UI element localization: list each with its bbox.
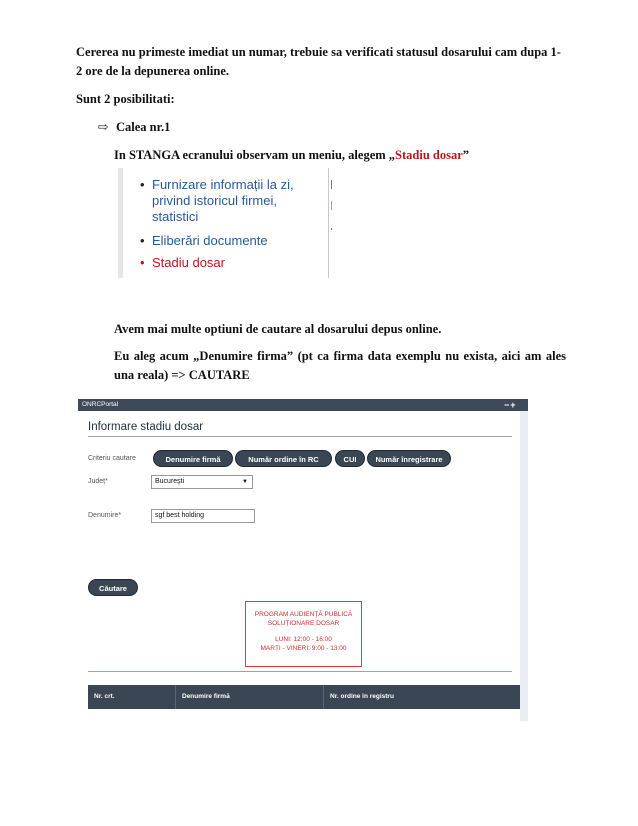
menu-item-eliberari[interactable] [140,233,268,249]
county-label: Județ* [88,478,108,485]
bullet-icon: • [140,233,145,248]
column-header[interactable]: Nr. ordine în registru [330,693,394,700]
criteria-cui-button[interactable]: CUI [335,450,365,467]
public-hours-notice [245,601,362,667]
notice-line: SOLUȚIONARE DOSAR [267,620,340,627]
column-header[interactable]: Denumire firmă [176,685,324,709]
criteria-nr-ordine-button[interactable]: Număr ordine în RC [235,450,332,467]
menu-item-line: Stadiu dosar [152,255,225,270]
path-item [98,117,170,137]
county-select[interactable] [151,475,253,489]
name-input[interactable]: sgf best holding [151,509,255,523]
intro-paragraph: Cererea nu primeste imediat un numar, trebuie sa verificati statusul dosarului cam dupa 1-2 ore de la depunerea online. [76,45,561,78]
notice-line: MARȚI - VINERI: 9:00 - 13:00 [260,645,347,652]
instruction-paragraph [114,146,469,165]
notice-line: LUNI: 12:00 - 16:00 [275,636,332,643]
results-table-header [88,685,520,709]
page-title: Informare stadiu dosar [88,421,204,433]
menu-item-stadiu-dosar[interactable] [140,255,225,271]
menu-screenshot [118,168,332,278]
right-strip [520,411,528,721]
options-title: Sunt 2 posibilitati: [76,92,175,106]
name-label: Denumire* [88,512,122,519]
column-header[interactable]: Nr. crt. [88,685,176,709]
instruction-prefix: In STANGA ecranului observam un meniu, alegem „ [114,148,396,162]
menu-item-line: Furnizare informații la zi, [152,177,294,192]
chevron-down-icon: ▼ [242,479,248,485]
menu-right-mark [331,180,332,189]
path-label: Calea nr.1 [116,120,171,134]
instruction-highlight: Stadiu dosar [395,148,463,162]
window-title: ONRCPortal [82,401,119,408]
criteria-label: Criteriu cautare [88,455,136,462]
instruction-suffix: ” [462,148,470,162]
portal-content [84,411,520,721]
county-value: Bucureşti [155,478,185,485]
menu-right-mark [331,228,332,230]
criteria-nr-inregistrare-button[interactable]: Număr înregistrare [367,450,451,467]
divider [88,671,512,672]
choice-paragraph: Eu aleg acum „Denumire firma” (pt ca firma data exemplu nu exista, aici am ales una reala) => CAUTARE [114,349,566,382]
bullet-icon: • [140,177,145,192]
criteria-denumire-button[interactable]: Denumire firmă [153,450,233,467]
menu-item-furnizare[interactable] [140,177,294,225]
search-button[interactable]: Căutare [88,579,138,596]
menu-left-border [118,168,123,278]
window-controls[interactable]: −+ [504,400,517,410]
menu-item-line: privind istoricul firmei, [152,193,277,208]
bullet-icon: • [140,255,145,270]
arrow-right-icon: ⇨ [98,119,109,134]
divider [88,436,512,437]
menu-item-line: statistici [152,209,199,224]
search-options-paragraph: Avem mai multe optiuni de cautare al dosarului depus online. [114,322,442,336]
portal-screenshot [78,399,528,721]
menu-right-mark [331,201,332,210]
menu-item-line: Eliberări documente [152,233,268,248]
notice-line: PROGRAM AUDIENȚĂ PUBLICĂ [254,611,353,618]
menu-right-border [328,168,329,278]
window-titlebar [78,399,528,411]
